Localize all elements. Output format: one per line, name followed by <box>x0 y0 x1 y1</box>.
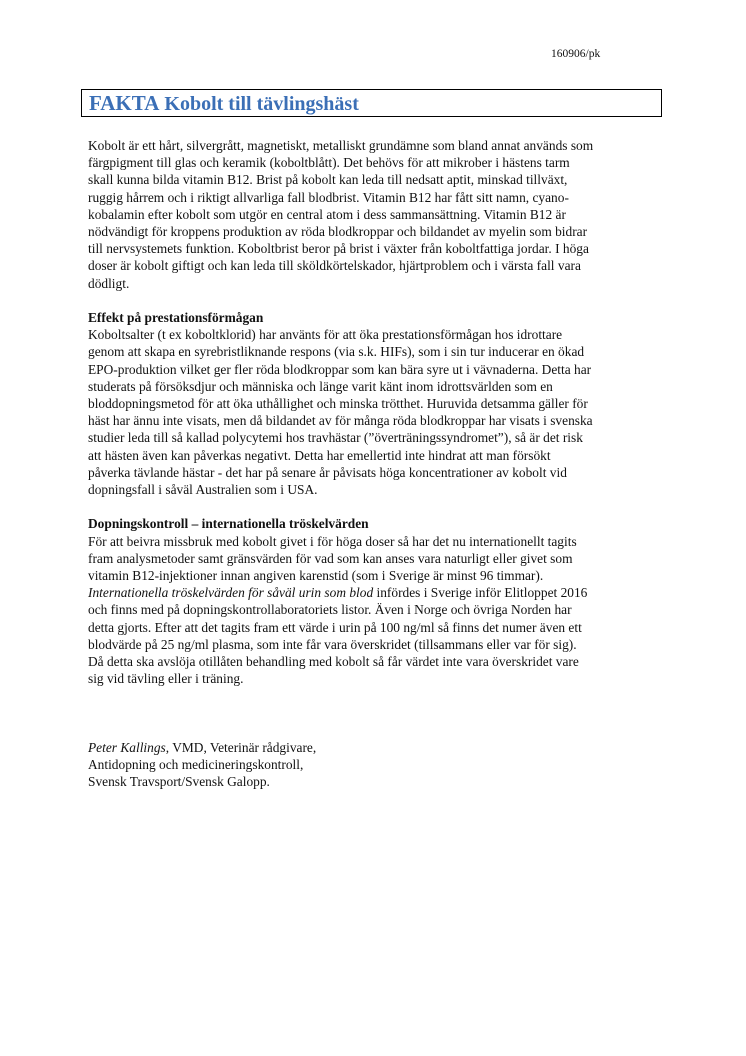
text-line: dödligt. <box>88 275 130 291</box>
text-line: sig vid tävling eller i träning. <box>88 671 244 687</box>
text-line: Kobolt är ett hårt, silvergrått, magnetiskt, metalliskt grundämne som bland annat används som <box>88 138 594 153</box>
document-reference: 160906/pk <box>551 48 601 60</box>
text-line: detta gjorts. Efter att det tagits fram ett värde i urin på 100 ng/ml så finns det numer även ett <box>88 619 582 635</box>
signature-name: Peter Kallings <box>88 740 166 756</box>
section-heading: Dopningskontroll – internationella tröskelvärden <box>88 516 369 532</box>
page-title <box>89 91 359 116</box>
text-line: Koboltsalter (t ex koboltklorid) har använts för att öka prestationsförmågan hos idrottare <box>88 327 563 343</box>
text-line: kobalamin efter kobolt som utgör en central atom i dess sammansättning. Vitamin B12 är <box>88 206 566 222</box>
signature-block <box>88 739 663 791</box>
italic-tail: infördes i Sverige inför Elitloppet 2016 <box>373 585 588 601</box>
section-performance <box>88 309 663 498</box>
text-line: färgpigment till glas och keramik (koboltblått). Det behövs för att mikrober i hästens tarm <box>88 155 570 171</box>
text-line: nödvändigt för kroppens produktion av röda blodkroppar och bildandet av myelin som bidrar <box>88 224 588 240</box>
text-line: häst har ännu inte visats, men då bildandet av för många röda blodkroppar har visats i svenska <box>88 413 593 429</box>
title-topic: Kobolt till tävlingshäst <box>164 93 359 115</box>
text-line: För att beivra missbruk med kobolt givet i för höga doser så har det nu internationellt tagits <box>88 533 577 549</box>
text-line: Då detta ska avslöja otillåten behandling med kobolt så får värdet inte vara överskridet vare <box>88 654 579 670</box>
signature-title: , VMD, Veterinär rådgivare, <box>165 740 317 756</box>
text-line: blodvärde på 25 ng/ml plasma, som inte får vara överskridet (tillsammans eller var för sig). <box>88 636 577 652</box>
text-line: dopningsfall i såväl Australien som i USA. <box>88 482 318 498</box>
text-line: genom att skapa en syrebristliknande respons (via s.k. HIFs), som i sin tur inducerar en ökad <box>88 344 585 360</box>
text-line: studier leda till så kallad polycytemi hos travhästar (”överträningssyndromet”), så är det risk <box>88 430 583 446</box>
intro-paragraph <box>88 137 663 292</box>
text-line: påverka tävlande hästar - det har på senare år påvisats höga koncentrationer av kobolt vid <box>88 464 567 480</box>
signature-line: Antidopning och medicineringskontroll, <box>88 757 304 773</box>
text-line: ruggig hårrem och i riktigt allvarliga fall blodbrist. Vitamin B12 har fått sitt namn, cyano- <box>88 189 569 205</box>
italic-phrase: Internationella tröskelvärden för såväl urin som blod <box>88 585 374 601</box>
text-line: skall kunna bilda vitamin B12. Brist på kobolt kan leda till nedsatt aptit, minskad tillväxt, <box>88 172 568 188</box>
text-line <box>88 584 663 601</box>
text-line: vitamin B12-injektioner innan angiven karenstid (som i Sverige är minst 96 timmar). <box>88 568 544 584</box>
title-fakta: FAKTA <box>89 91 160 115</box>
signature-line <box>88 739 663 756</box>
section-doping-control <box>88 515 663 687</box>
text-line: EPO-produktion vilket ger fler röda blodkroppar som kan bära syre ut i vävnaderna. Detta har <box>88 361 592 377</box>
section-heading: Effekt på prestationsförmågan <box>88 310 264 326</box>
text-line: studerats på försöksdjur och människa och länge varit känt inom idrottsvärlden som en <box>88 378 553 394</box>
title-box <box>81 89 662 117</box>
text-line: och finns med på dopningskontrollaboratoriets listor. Även i Norge och övriga Norden har <box>88 602 572 618</box>
text-line: att hästen även kan påverkas negativt. Detta har emellertid inte hindrat att man försökt <box>88 447 551 463</box>
document-body <box>88 137 663 791</box>
text-line: doser är kobolt giftigt och kan leda till sköldkörtelskador, hjärtproblem och i värsta fall vara <box>88 258 581 274</box>
text-line: bloddopningsmetod för att öka uthållighet och minska trötthet. Huruvida detsamma gäller för <box>88 396 588 412</box>
signature-line: Svensk Travsport/Svensk Galopp. <box>88 774 270 790</box>
text-line: till nervsystemets funktion. Koboltbrist beror på brist i växter från koboltfattiga jordar. I höga <box>88 241 589 257</box>
text-line: fram analysmetoder samt gränsvärden för vad som kan anses vara naturligt eller givet som <box>88 550 573 566</box>
